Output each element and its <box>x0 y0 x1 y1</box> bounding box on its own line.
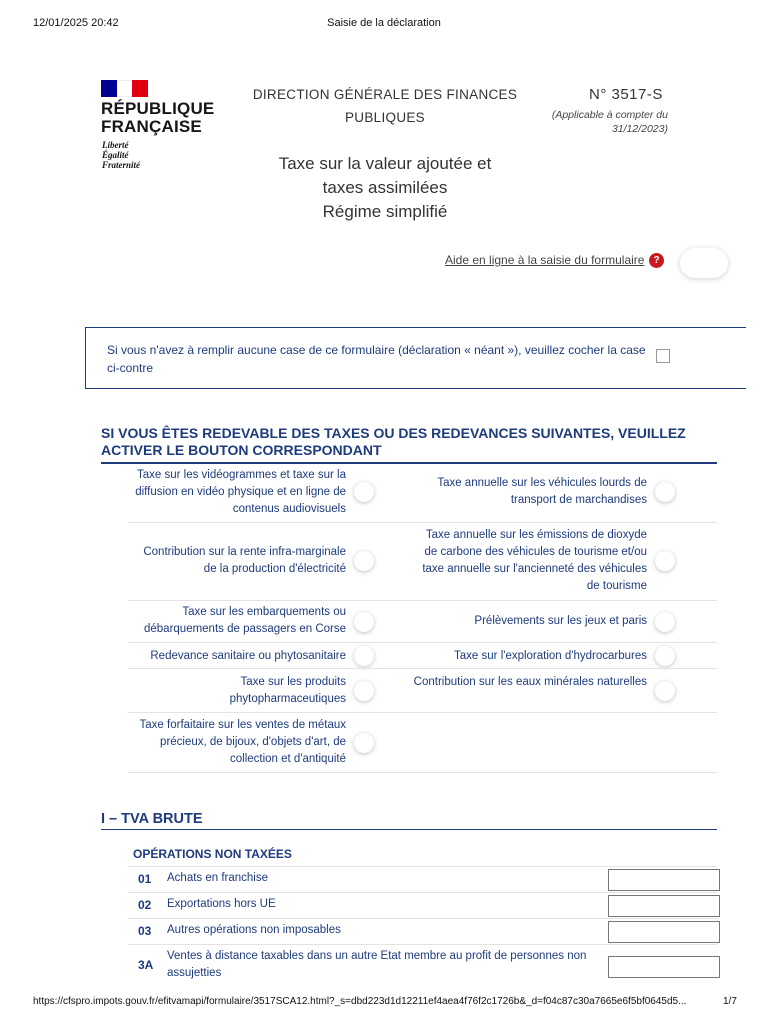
floating-button[interactable] <box>680 248 728 278</box>
row-divider <box>128 918 717 919</box>
line-code: 03 <box>138 924 152 938</box>
help-question-icon[interactable]: ? <box>649 253 664 268</box>
help-link[interactable]: Aide en ligne à la saisie du formulaire <box>445 253 645 267</box>
tax-label-phytopharmaceutiques: Taxe sur les produits phytopharmaceutiques <box>229 676 346 705</box>
print-page-title: Saisie de la déclaration <box>327 17 441 29</box>
tax-label-redevance-sanitaire: Redevance sanitaire ou phytosanitaire <box>150 650 346 662</box>
line-label-exportations: Exportations hors UE <box>167 898 276 910</box>
toggle-jeux-paris[interactable] <box>655 612 675 632</box>
neant-instruction: Si vous n'avez à remplir aucune case de ce formulaire (déclaration « néant »), veuillez cocher la case ci-contre <box>107 343 646 375</box>
print-url: https://cfspro.impots.gouv.fr/efitvamapi/formulaire/3517SCA12.html?_s=dbd223d1d12211ef4aea4f76f2c1726b&_d=f04c87c30a7665e6f5bf0645d5... <box>33 996 687 1007</box>
tax-label-eaux-minerales: Contribution sur les eaux minérales naturelles <box>413 676 647 688</box>
taxes-section-title: SI VOUS ÊTES REDEVABLE DES TAXES OU DES REDEVANCES SUIVANTES, VEUILLEZ ACTIVER LE BOUTON CORRESPONDANT <box>101 425 686 458</box>
tax-label-vehicules-lourds: Taxe annuelle sur les véhicules lourds de transport de marchandises <box>437 477 647 506</box>
row-divider <box>128 642 717 643</box>
applicable-date: (Applicable à compter du 31/12/2023) <box>551 109 668 135</box>
print-page-number: 1/7 <box>723 996 737 1007</box>
tax-label-rente-inframarginale: Contribution sur la rente infra-marginale de la production d'électricité <box>143 546 346 575</box>
line-label-ventes-distance: Ventes à distance taxables dans un autre Etat membre au profit de personnes non assujetties <box>167 950 587 979</box>
republique-francaise-logo: RÉPUBLIQUE FRANÇAISE <box>101 99 215 136</box>
french-flag-logo <box>101 80 148 97</box>
input-line-3a[interactable] <box>608 956 720 978</box>
row-divider <box>128 712 717 713</box>
tax-label-emissions-co2: Taxe annuelle sur les émissions de dioxyde de carbone des véhicules de tourisme et/ou taxe annuelle sur l'ancienneté des véhicules de tourisme <box>422 529 647 592</box>
row-divider <box>128 892 717 893</box>
toggle-emissions-co2[interactable] <box>655 551 675 571</box>
line-code: 01 <box>138 872 152 886</box>
input-line-02[interactable] <box>608 895 720 917</box>
section-i-title: I – TVA BRUTE <box>101 811 203 827</box>
input-line-03[interactable] <box>608 921 720 943</box>
section-divider <box>101 462 717 464</box>
tax-label-jeux-paris: Prélèvements sur les jeux et paris <box>474 615 647 627</box>
toggle-metaux-precieux[interactable] <box>354 733 374 753</box>
toggle-embarquements-corse[interactable] <box>354 612 374 632</box>
tax-label-hydrocarbures: Taxe sur l'exploration d'hydrocarbures <box>454 650 647 662</box>
republic-motto: Liberté Égalité Fraternité <box>102 140 141 170</box>
dgfip-heading: DIRECTION GÉNÉRALE DES FINANCES PUBLIQUES <box>252 87 518 125</box>
row-divider <box>128 944 717 945</box>
toggle-vehicules-lourds[interactable] <box>655 482 675 502</box>
toggle-eaux-minerales[interactable] <box>655 681 675 701</box>
tax-label-videogrammes: Taxe sur les vidéogrammes et taxe sur la diffusion en vidéo physique et en ligne de contenus audiovisuels <box>135 469 346 515</box>
line-code: 3A <box>138 958 154 972</box>
toggle-redevance-sanitaire[interactable] <box>354 646 374 666</box>
toggle-videogrammes[interactable] <box>354 482 374 502</box>
row-divider <box>128 668 717 669</box>
row-divider <box>128 600 717 601</box>
row-divider <box>128 522 717 523</box>
form-number: N° 3517-S <box>589 86 663 103</box>
line-code: 02 <box>138 898 152 912</box>
input-line-01[interactable] <box>608 869 720 891</box>
toggle-rente-inframarginale[interactable] <box>354 551 374 571</box>
print-datetime: 12/01/2025 20:42 <box>33 17 119 29</box>
line-label-autres-operations: Autres opérations non imposables <box>167 924 341 936</box>
row-divider <box>128 772 717 773</box>
tax-label-embarquements-corse: Taxe sur les embarquements ou débarquements de passagers en Corse <box>143 606 346 635</box>
form-title: Taxe sur la valeur ajoutée et taxes assimilées Régime simplifié <box>278 154 492 221</box>
section-divider <box>101 829 717 830</box>
tax-label-metaux-precieux: Taxe forfaitaire sur les ventes de métaux précieux, de bijoux, d'objets d'art, de collection et d'antiquité <box>139 719 346 765</box>
row-divider <box>128 866 717 867</box>
toggle-hydrocarbures[interactable] <box>655 646 675 666</box>
neant-checkbox[interactable] <box>656 349 670 363</box>
operations-non-taxees-title: OPÉRATIONS NON TAXÉES <box>133 847 292 861</box>
toggle-phytopharmaceutiques[interactable] <box>354 681 374 701</box>
line-label-achats-franchise: Achats en franchise <box>167 872 269 884</box>
